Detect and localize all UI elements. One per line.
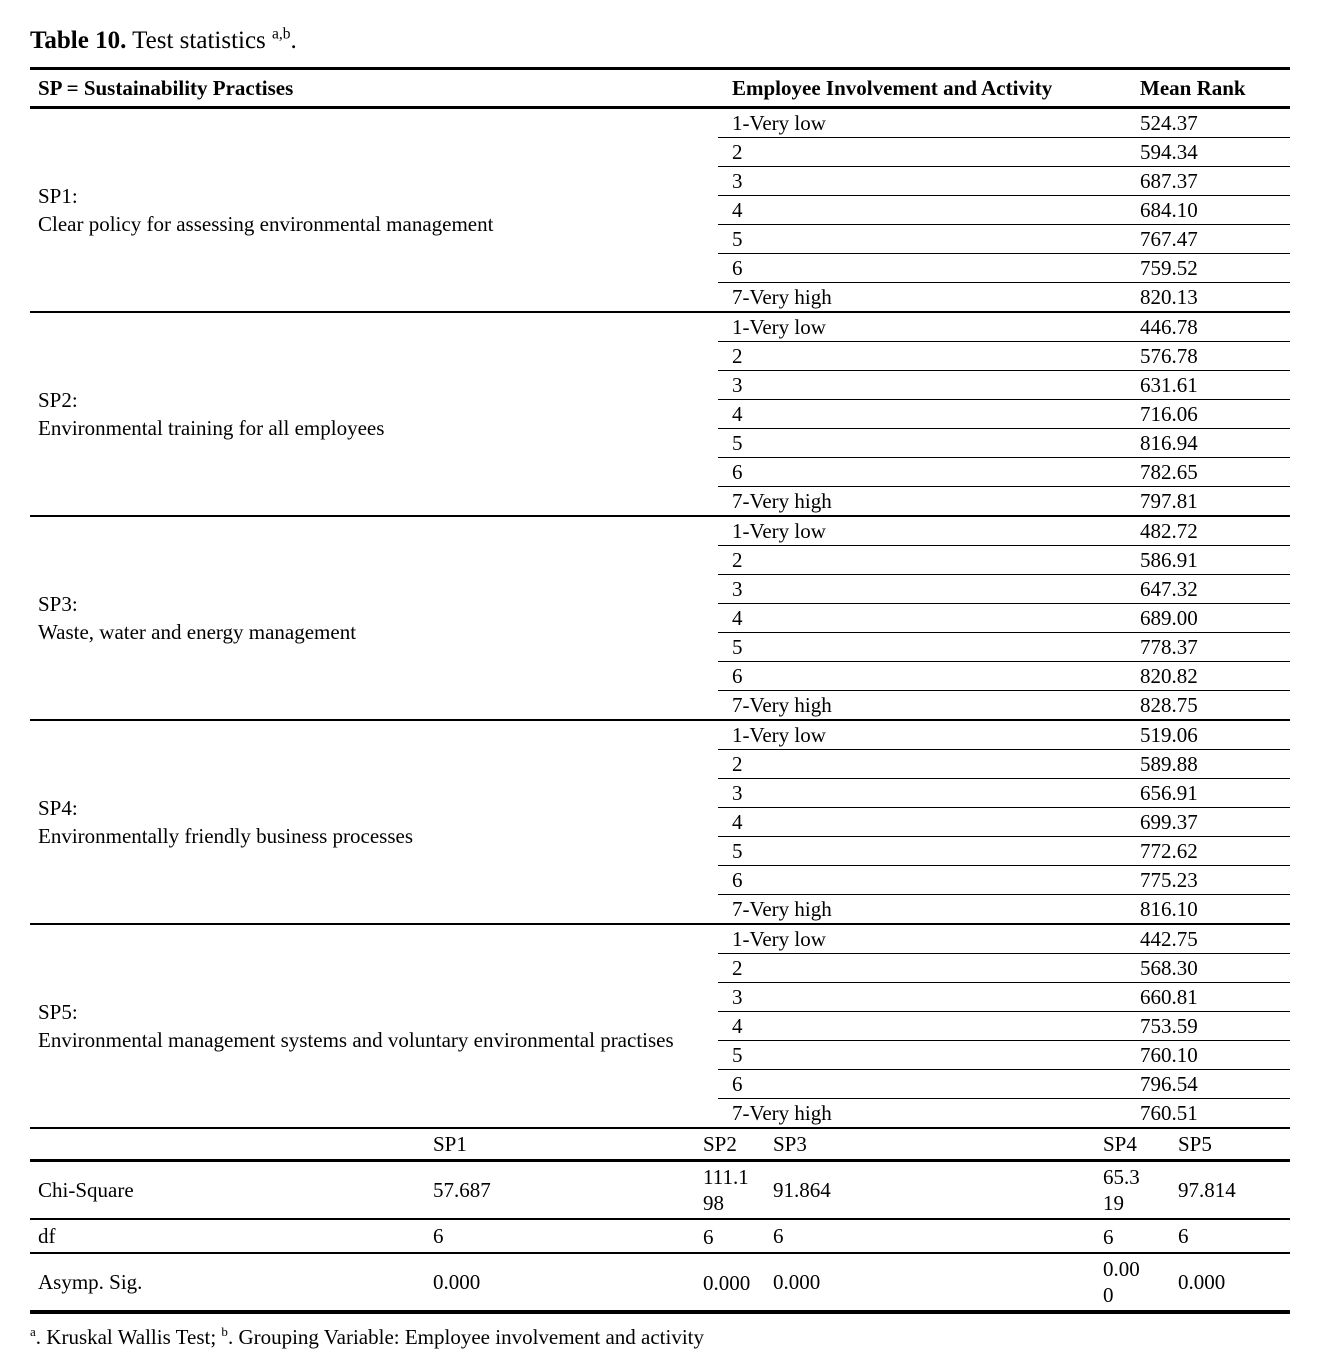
involvement-level: 6 — [718, 662, 1126, 691]
table-caption-period: . — [290, 27, 297, 54]
mean-rank-value: 820.82 — [1126, 662, 1290, 691]
mean-rank-value: 586.91 — [1126, 546, 1290, 575]
sp-description: Environmental training for all employees — [38, 416, 385, 440]
mean-rank-value: 524.37 — [1126, 108, 1290, 138]
stats-row-label: Asymp. Sig. — [30, 1253, 425, 1312]
stats-table-body — [30, 1161, 1290, 1313]
involvement-level: 4 — [718, 808, 1126, 837]
involvement-level: 1-Very low — [718, 108, 1126, 138]
mean-rank-value: 797.81 — [1126, 487, 1290, 517]
mean-rank-value: 482.72 — [1126, 516, 1290, 546]
mean-rank-table-body — [30, 108, 1290, 1129]
sp-code: SP3: — [38, 592, 78, 616]
stats-value-sp2 — [695, 1161, 765, 1220]
involvement-level: 2 — [718, 342, 1126, 371]
stats-value-sp1: 0.000 — [425, 1253, 695, 1312]
stats-value-sp3: 0.000 — [765, 1253, 1095, 1312]
mean-rank-value: 816.10 — [1126, 895, 1290, 925]
mean-rank-value: 656.91 — [1126, 779, 1290, 808]
header-employee-involvement: Employee Involvement and Activity — [718, 69, 1126, 108]
sp-label-5 — [30, 924, 718, 1128]
stats-value-sp5: 6 — [1170, 1219, 1290, 1253]
mean-rank-value: 519.06 — [1126, 720, 1290, 750]
sp-description: Clear policy for assessing environmental management — [38, 212, 494, 236]
mean-rank-value: 753.59 — [1126, 1012, 1290, 1041]
mean-rank-value: 716.06 — [1126, 400, 1290, 429]
stats-header-sp1: SP1 — [425, 1129, 695, 1161]
chi-square-stats-table — [30, 1129, 1290, 1314]
stats-value-sp3: 91.864 — [765, 1161, 1095, 1220]
mean-rank-value: 699.37 — [1126, 808, 1290, 837]
stats-row-chi-square — [30, 1161, 1290, 1220]
footnote-marker-a: a — [30, 1324, 36, 1340]
involvement-level: 5 — [718, 429, 1126, 458]
involvement-level: 7-Very high — [718, 487, 1126, 517]
sp-code: SP1: — [38, 184, 78, 208]
mean-rank-value: 687.37 — [1126, 167, 1290, 196]
stats-value-sp1: 6 — [425, 1219, 695, 1253]
header-mean-rank: Mean Rank — [1126, 69, 1290, 108]
mean-rank-value: 594.34 — [1126, 138, 1290, 167]
involvement-level: 5 — [718, 1041, 1126, 1070]
mean-rank-row — [30, 312, 1290, 342]
involvement-level: 3 — [718, 983, 1126, 1012]
table-caption — [30, 26, 1290, 56]
stats-value-sp5: 0.000 — [1170, 1253, 1290, 1312]
involvement-level: 1-Very low — [718, 516, 1126, 546]
involvement-level: 4 — [718, 400, 1126, 429]
sp-code: SP2: — [38, 388, 78, 412]
sp-description: Environmentally friendly business processes — [38, 824, 414, 848]
stats-row-df — [30, 1219, 1290, 1253]
stats-header-sp4: SP4 — [1095, 1129, 1170, 1161]
mean-rank-value: 446.78 — [1126, 312, 1290, 342]
sp-label-2 — [30, 312, 718, 516]
header-row — [30, 69, 1290, 108]
stats-value-text: 65.319 — [1103, 1165, 1140, 1215]
mean-rank-value: 782.65 — [1126, 458, 1290, 487]
table-caption-number: Table 10. — [30, 27, 127, 54]
table-caption-superscript: a,b — [272, 25, 291, 43]
mean-rank-table-header — [30, 69, 1290, 108]
mean-rank-value: 820.13 — [1126, 283, 1290, 313]
involvement-level: 6 — [718, 1070, 1126, 1099]
mean-rank-value: 778.37 — [1126, 633, 1290, 662]
mean-rank-value: 631.61 — [1126, 371, 1290, 400]
footnote-text-a: . Kruskal Wallis Test; — [35, 1325, 222, 1350]
involvement-level: 6 — [718, 866, 1126, 895]
stats-header-row — [30, 1129, 1290, 1161]
mean-rank-value: 759.52 — [1126, 254, 1290, 283]
mean-rank-row — [30, 516, 1290, 546]
sp-label-4 — [30, 720, 718, 924]
mean-rank-value: 828.75 — [1126, 691, 1290, 721]
stats-value-sp2 — [695, 1253, 765, 1312]
involvement-level: 1-Very low — [718, 924, 1126, 954]
involvement-level: 7-Very high — [718, 283, 1126, 313]
involvement-level: 5 — [718, 837, 1126, 866]
mean-rank-value: 568.30 — [1126, 954, 1290, 983]
involvement-level: 4 — [718, 196, 1126, 225]
mean-rank-value: 772.62 — [1126, 837, 1290, 866]
header-sustainability-practises: SP = Sustainability Practises — [30, 69, 718, 108]
stats-value-text: 0.000 — [703, 1271, 751, 1296]
stats-row-asymp-sig — [30, 1253, 1290, 1312]
mean-rank-value: 767.47 — [1126, 225, 1290, 254]
mean-rank-value: 576.78 — [1126, 342, 1290, 371]
mean-rank-value: 589.88 — [1126, 750, 1290, 779]
sp-description: Waste, water and energy management — [38, 620, 357, 644]
mean-rank-value: 689.00 — [1126, 604, 1290, 633]
stats-row-label: df — [30, 1219, 425, 1253]
involvement-level: 5 — [718, 225, 1126, 254]
stats-value-text: 0.000 — [1103, 1257, 1140, 1308]
stats-value-sp5: 97.814 — [1170, 1161, 1290, 1220]
stats-value-text: 111.198 — [703, 1165, 749, 1215]
involvement-level: 3 — [718, 371, 1126, 400]
involvement-level: 6 — [718, 254, 1126, 283]
table-caption-text: Test statistics — [126, 27, 273, 54]
involvement-level: 4 — [718, 604, 1126, 633]
involvement-level: 4 — [718, 1012, 1126, 1041]
involvement-level: 2 — [718, 750, 1126, 779]
sp-code: SP5: — [38, 1000, 78, 1024]
involvement-level: 1-Very low — [718, 312, 1126, 342]
stats-value-sp4 — [1095, 1253, 1170, 1312]
involvement-level: 2 — [718, 954, 1126, 983]
involvement-level: 2 — [718, 138, 1126, 167]
footnote-marker-b: b — [221, 1324, 228, 1340]
stats-value-text: 6 — [703, 1225, 714, 1250]
stats-value-sp1: 57.687 — [425, 1161, 695, 1220]
mean-rank-value: 647.32 — [1126, 575, 1290, 604]
stats-table-header — [30, 1129, 1290, 1161]
stats-value-text: 6 — [1103, 1225, 1114, 1250]
mean-rank-value: 660.81 — [1126, 983, 1290, 1012]
stats-header-sp2: SP2 — [695, 1129, 765, 1161]
mean-rank-value: 816.94 — [1126, 429, 1290, 458]
involvement-level: 5 — [718, 633, 1126, 662]
mean-rank-row — [30, 924, 1290, 954]
footnote-text-b: . Grouping Variable: Employee involvement and activity — [227, 1325, 705, 1350]
involvement-level: 1-Very low — [718, 720, 1126, 750]
sp-code: SP4: — [38, 796, 78, 820]
mean-rank-value: 760.51 — [1126, 1099, 1290, 1129]
mean-rank-table — [30, 67, 1290, 1129]
stats-header-sp3: SP3 — [765, 1129, 1095, 1161]
mean-rank-value: 796.54 — [1126, 1070, 1290, 1099]
mean-rank-row — [30, 108, 1290, 138]
stats-header-empty — [30, 1129, 425, 1161]
involvement-level: 3 — [718, 779, 1126, 808]
sp-description: Environmental management systems and voluntary environmental practises — [38, 1028, 674, 1052]
stats-value-sp2 — [695, 1219, 765, 1253]
stats-value-sp4 — [1095, 1219, 1170, 1253]
mean-rank-value: 775.23 — [1126, 866, 1290, 895]
involvement-level: 3 — [718, 575, 1126, 604]
sp-label-1 — [30, 108, 718, 313]
mean-rank-value: 442.75 — [1126, 924, 1290, 954]
stats-value-sp3: 6 — [765, 1219, 1095, 1253]
involvement-level: 6 — [718, 458, 1126, 487]
involvement-level: 7-Very high — [718, 691, 1126, 721]
involvement-level: 2 — [718, 546, 1126, 575]
table-footnote — [30, 1324, 1290, 1350]
involvement-level: 7-Very high — [718, 895, 1126, 925]
involvement-level: 7-Very high — [718, 1099, 1126, 1129]
mean-rank-row — [30, 720, 1290, 750]
mean-rank-value: 684.10 — [1126, 196, 1290, 225]
stats-value-sp4 — [1095, 1161, 1170, 1220]
mean-rank-value: 760.10 — [1126, 1041, 1290, 1070]
sp-label-3 — [30, 516, 718, 720]
stats-header-sp5: SP5 — [1170, 1129, 1290, 1161]
stats-row-label: Chi-Square — [30, 1161, 425, 1220]
involvement-level: 3 — [718, 167, 1126, 196]
